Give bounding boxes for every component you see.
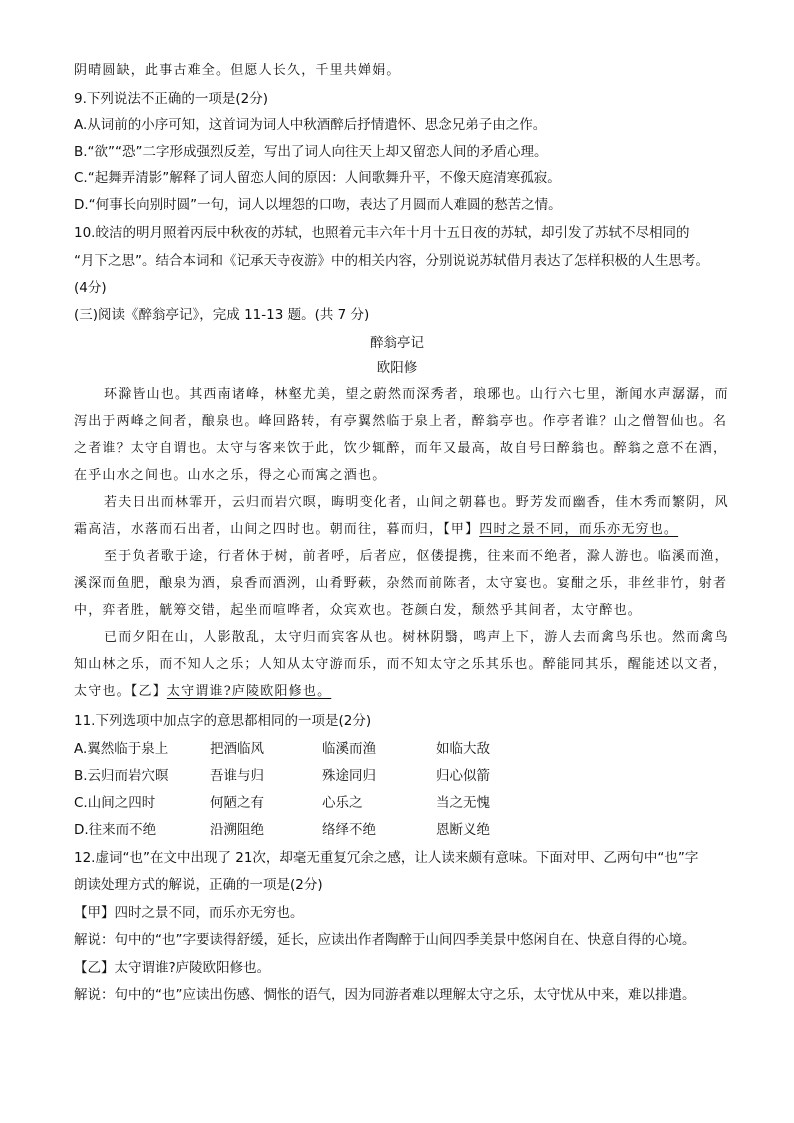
question-12-line2: 朗读处理方式的解说，正确的一项是(2分) bbox=[74, 877, 323, 893]
passage-p2-line2 bbox=[74, 521, 678, 539]
q11-a-3: 临溪而渔 bbox=[322, 741, 376, 757]
q11-c-3: 心乐之 bbox=[322, 795, 363, 811]
passage-p1-line4: 在乎山水之间也。山水之乐，得之心而寓之酒也。 bbox=[74, 468, 387, 483]
poem-last-line: 阴晴圆缺，此事古难全。但愿人长久，千里共婵娟。 bbox=[74, 63, 401, 78]
passage-p1-line2: 泻出于两峰之间者，酿泉也。峰回路转，有亭翼然临于泉上者，醉翁亭也。作亭者谁？山之僧智仙也。名 bbox=[74, 414, 728, 429]
passage-p3-line1: 至于负者歌于途，行者休于树，前者呼，后者应，伛偻提携，往来而不绝者，滁人游也。临溪而渔， bbox=[104, 549, 729, 564]
passage-p1-line1: 环滁皆山也。其西南诸峰，林壑尤美，望之蔚然而深秀者，琅琊也。山行六七里，渐闻水声潺潺，而 bbox=[104, 387, 729, 402]
passage-p3-line3: 中，弈者胜，觥筹交错，起坐而喧哗者，众宾欢也。苍颜白发，颓然乎其间者，太守醉也。 bbox=[74, 603, 643, 618]
q11-b-1: B.云归而岩穴暝 bbox=[74, 768, 169, 784]
sentence-yi-underlined: 太守谓谁?庐陵欧阳修也。 bbox=[166, 684, 332, 699]
q11-c-2: 何陋之有 bbox=[210, 795, 264, 811]
q11-a-1: A.翼然临于泉上 bbox=[74, 741, 169, 757]
question-11: 11.下列选项中加点字的意思都相同的一项是(2分) bbox=[74, 713, 372, 729]
q9-option-d: D.“何事长向别时圆”一句，词人以埋怨的口吻，表达了月圆而人难圆的愁苦之情。 bbox=[74, 197, 562, 213]
q9-option-a: A.从词前的小序可知，这首词为词人中秋酒醉后抒情遣怀、思念兄弟子由之作。 bbox=[74, 117, 547, 133]
question-10-line1: 10.皎洁的明月照着丙辰中秋夜的苏轼，也照着元丰六年十月十五日夜的苏轼，却引发了苏轼不尽相同的 bbox=[74, 225, 690, 241]
q11-b-4: 归心似箭 bbox=[436, 768, 490, 784]
q11-d-1: D.往来而不绝 bbox=[74, 822, 157, 838]
passage-p3-line2: 溪深而鱼肥，酿泉为酒，泉香而酒洌，山肴野蔌，杂然而前陈者，太守宴也。宴酣之乐，非丝非竹，射者 bbox=[74, 576, 728, 591]
passage-p4-line3-text: 太守也。【乙】 bbox=[74, 684, 167, 699]
passage-p4-line3 bbox=[74, 683, 331, 701]
section-3-heading: (三)阅读《醉翁亭记》，完成 11-13 题。(共 7 分) bbox=[74, 307, 370, 323]
passage-p4-line2: 知山林之乐，而不知人之乐；人知从太守游而乐，而不知太守之乐其乐也。醉能同其乐，醒能述以文者， bbox=[74, 657, 728, 672]
passage-p1-line3: 之者谁？太守自谓也。太守与客来饮于此，饮少辄醉，而年又最高，故自号曰醉翁也。醉翁之意不在酒， bbox=[74, 441, 728, 456]
q12-sentence-jia: 【甲】四时之景不同，而乐亦无穷也。 bbox=[74, 905, 304, 921]
question-10-line2: “月下之思”。结合本词和《记承天寺夜游》中的相关内容，分别说说苏轼借月表达了怎样积极的人生思考。 bbox=[74, 253, 709, 269]
sentence-jia-underlined: 四时之景不同，而乐亦无穷也。 bbox=[479, 522, 679, 537]
q12-sentence-yi: 【乙】太守谓谁?庐陵欧阳修也。 bbox=[74, 960, 271, 976]
question-9: 9.下列说法不正确的一项是(2分) bbox=[74, 91, 269, 107]
passage-p2-line2-text: 霜高洁，水落而石出者，山间之四时也。朝而往，暮而归，【甲】 bbox=[74, 522, 480, 537]
passage-author: 欧阳修 bbox=[376, 360, 418, 376]
q11-c-1: C.山间之四时 bbox=[74, 795, 156, 811]
question-10-score: (4分) bbox=[74, 280, 107, 296]
q11-b-3: 殊途同归 bbox=[322, 768, 376, 784]
q9-option-c: C.“起舞弄清影”解释了词人留恋人间的原因：人间歌舞升平，不像天庭清寒孤寂。 bbox=[74, 170, 561, 186]
passage-p2-line1: 若夫日出而林霏开，云归而岩穴暝，晦明变化者，山间之朝暮也。野芳发而幽香，佳木秀而繁阴，风 bbox=[104, 495, 729, 510]
q9-option-b: B.“欲”“恐”二字形成强烈反差，写出了词人向往天上却又留恋人间的矛盾心理。 bbox=[74, 144, 548, 160]
question-12-line1: 12.虚词“也”在文中出现了 21次，却毫无重复冗余之感，让人读来颇有意味。下面对甲、乙两句中“也”字 bbox=[74, 850, 699, 866]
q11-d-3: 络绎不绝 bbox=[322, 822, 376, 838]
q11-a-4: 如临大敌 bbox=[436, 741, 490, 757]
passage-title: 醉翁亭记 bbox=[370, 335, 424, 351]
q11-b-2: 吾谁与归 bbox=[210, 768, 264, 784]
passage-p4-line1: 已而夕阳在山，人影散乱，太守归而宾客从也。树林阴翳，鸣声上下，游人去而禽鸟乐也。然而禽鸟 bbox=[104, 630, 729, 645]
q12-explanation-yi: 解说：句中的“也”应读出伤感、惆怅的语气，因为同游者难以理解太守之乐，太守忧从中来，难以排遣。 bbox=[74, 987, 696, 1003]
q11-d-2: 沿溯阻绝 bbox=[210, 822, 264, 838]
q11-c-4: 当之无愧 bbox=[436, 795, 490, 811]
q11-d-4: 恩断义绝 bbox=[436, 822, 490, 838]
q11-a-2: 把酒临风 bbox=[210, 741, 264, 757]
q12-explanation-jia: 解说：句中的“也”字要读得舒缓，延长，应读出作者陶醉于山间四季美景中悠闲自在、快意自得的心境。 bbox=[74, 932, 696, 948]
